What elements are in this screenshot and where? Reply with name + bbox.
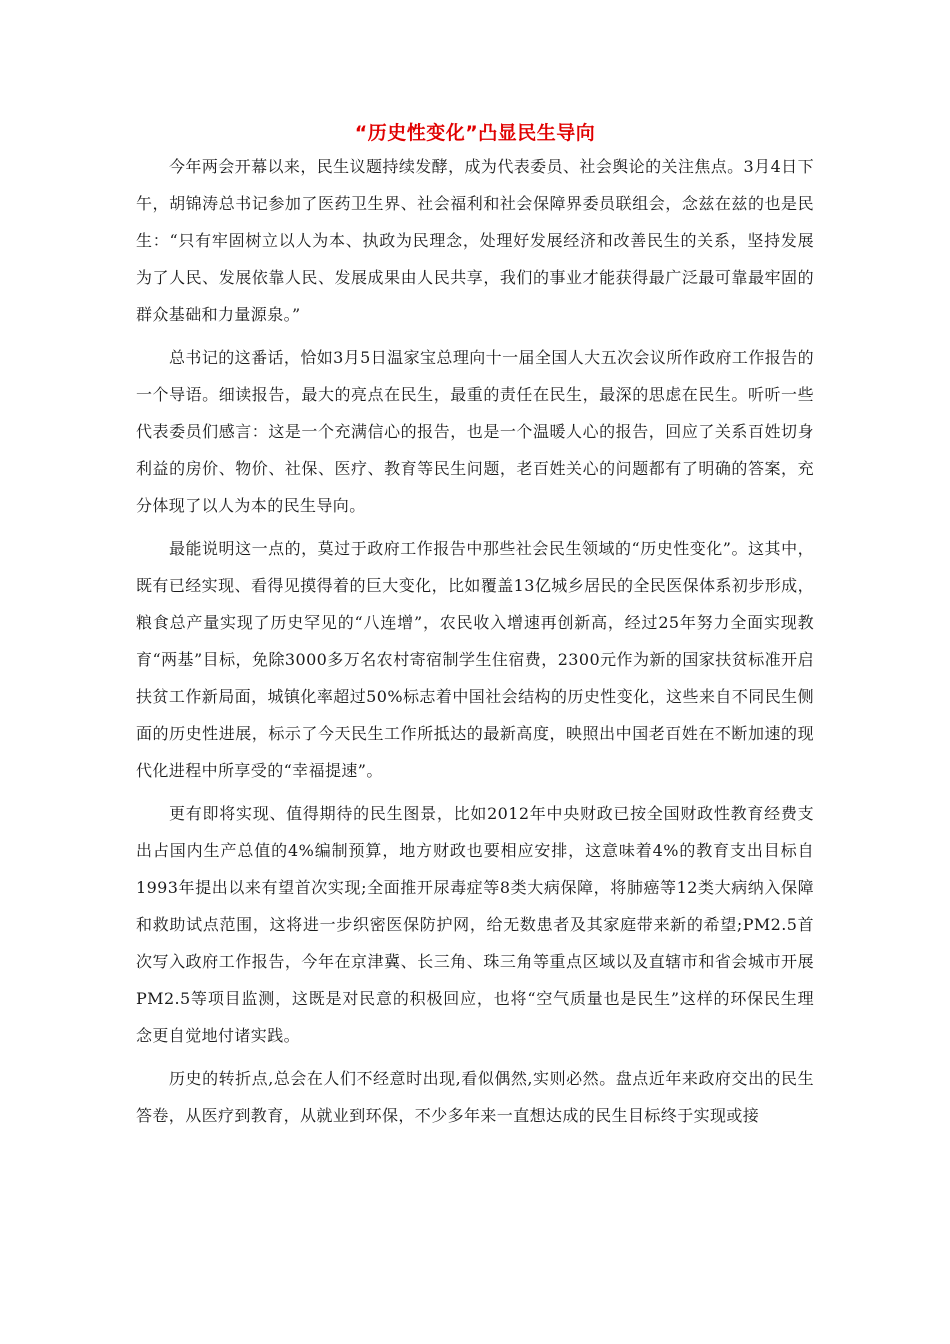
paragraph-3: 最能说明这一点的，莫过于政府工作报告中那些社会民生领域的“历史性变化”。这其中，既有已经实现、看得见摸得着的巨大变化，比如覆盖13亿城乡居民的全民医保体系初步形成，粮食总产量实现了历史罕见的“八连增”，农民收入增速再创新高，经过25年努力全面实现教育“两基”目标，免除3000多万名农村寄宿制学生住宿费，2300元作为新的国家扶贫标准开启扶贫工作新局面，城镇化率超过50%标志着中国社会结构的历史性变化，这些来自不同民生侧面的历史性进展，标示了今天民生工作所抵达的最新高度，映照出中国老百姓在不断加速的现代化进程中所享受的“幸福提速”。 <box>136 539 814 780</box>
paragraph-4: 更有即将实现、值得期待的民生图景，比如2012年中央财政已按全国财政性教育经费支出占国内生产总值的4%编制预算，地方财政也要相应安排，这意味着4%的教育支出目标自1993年提出以来有望首次实现;全面推开尿毒症等8类大病保障，将肺癌等12类大病纳入保障和救助试点范围，这将进一步织密医保防护网，给无数患者及其家庭带来新的希望;PM2.5首次写入政府工作报告，今年在京津冀、长三角、珠三角等重点区域以及直辖市和省会城市开展PM2.5等项目监测，这既是对民意的积极回应，也将“空气质量也是民生”这样的环保民生理念更自觉地付诸实践。 <box>136 804 814 1045</box>
document-title: “历史性变化”凸显民生导向 <box>354 122 596 144</box>
paragraph-1: 今年两会开幕以来，民生议题持续发酵，成为代表委员、社会舆论的关注焦点。3月4日下午，胡锦涛总书记参加了医药卫生界、社会福利和社会保障界委员联组会，念兹在兹的也是民生：“只有牢固树立以人为本、执政为民理念，处理好发展经济和改善民生的关系，坚持发展为了人民、发展依靠人民、发展成果由人民共享，我们的事业才能获得最广泛最可靠最牢固的群众基础和力量源泉。” <box>136 157 814 324</box>
paragraph-5: 历史的转折点,总会在人们不经意时出现,看似偶然,实则必然。盘点近年来政府交出的民生答卷，从医疗到教育，从就业到环保，不少多年来一直想达成的民生目标终于实现或接 <box>136 1069 814 1125</box>
paragraph-2: 总书记的这番话，恰如3月5日温家宝总理向十一届全国人大五次会议所作政府工作报告的一个导语。细读报告，最大的亮点在民生，最重的责任在民生，最深的思虑在民生。听听一些代表委员们感言：这是一个充满信心的报告，也是一个温暖人心的报告，回应了关系百姓切身利益的房价、物价、社保、医疗、教育等民生问题，老百姓关心的问题都有了明确的答案，充分体现了以人为本的民生导向。 <box>136 348 814 515</box>
document-page <box>136 118 814 1140</box>
